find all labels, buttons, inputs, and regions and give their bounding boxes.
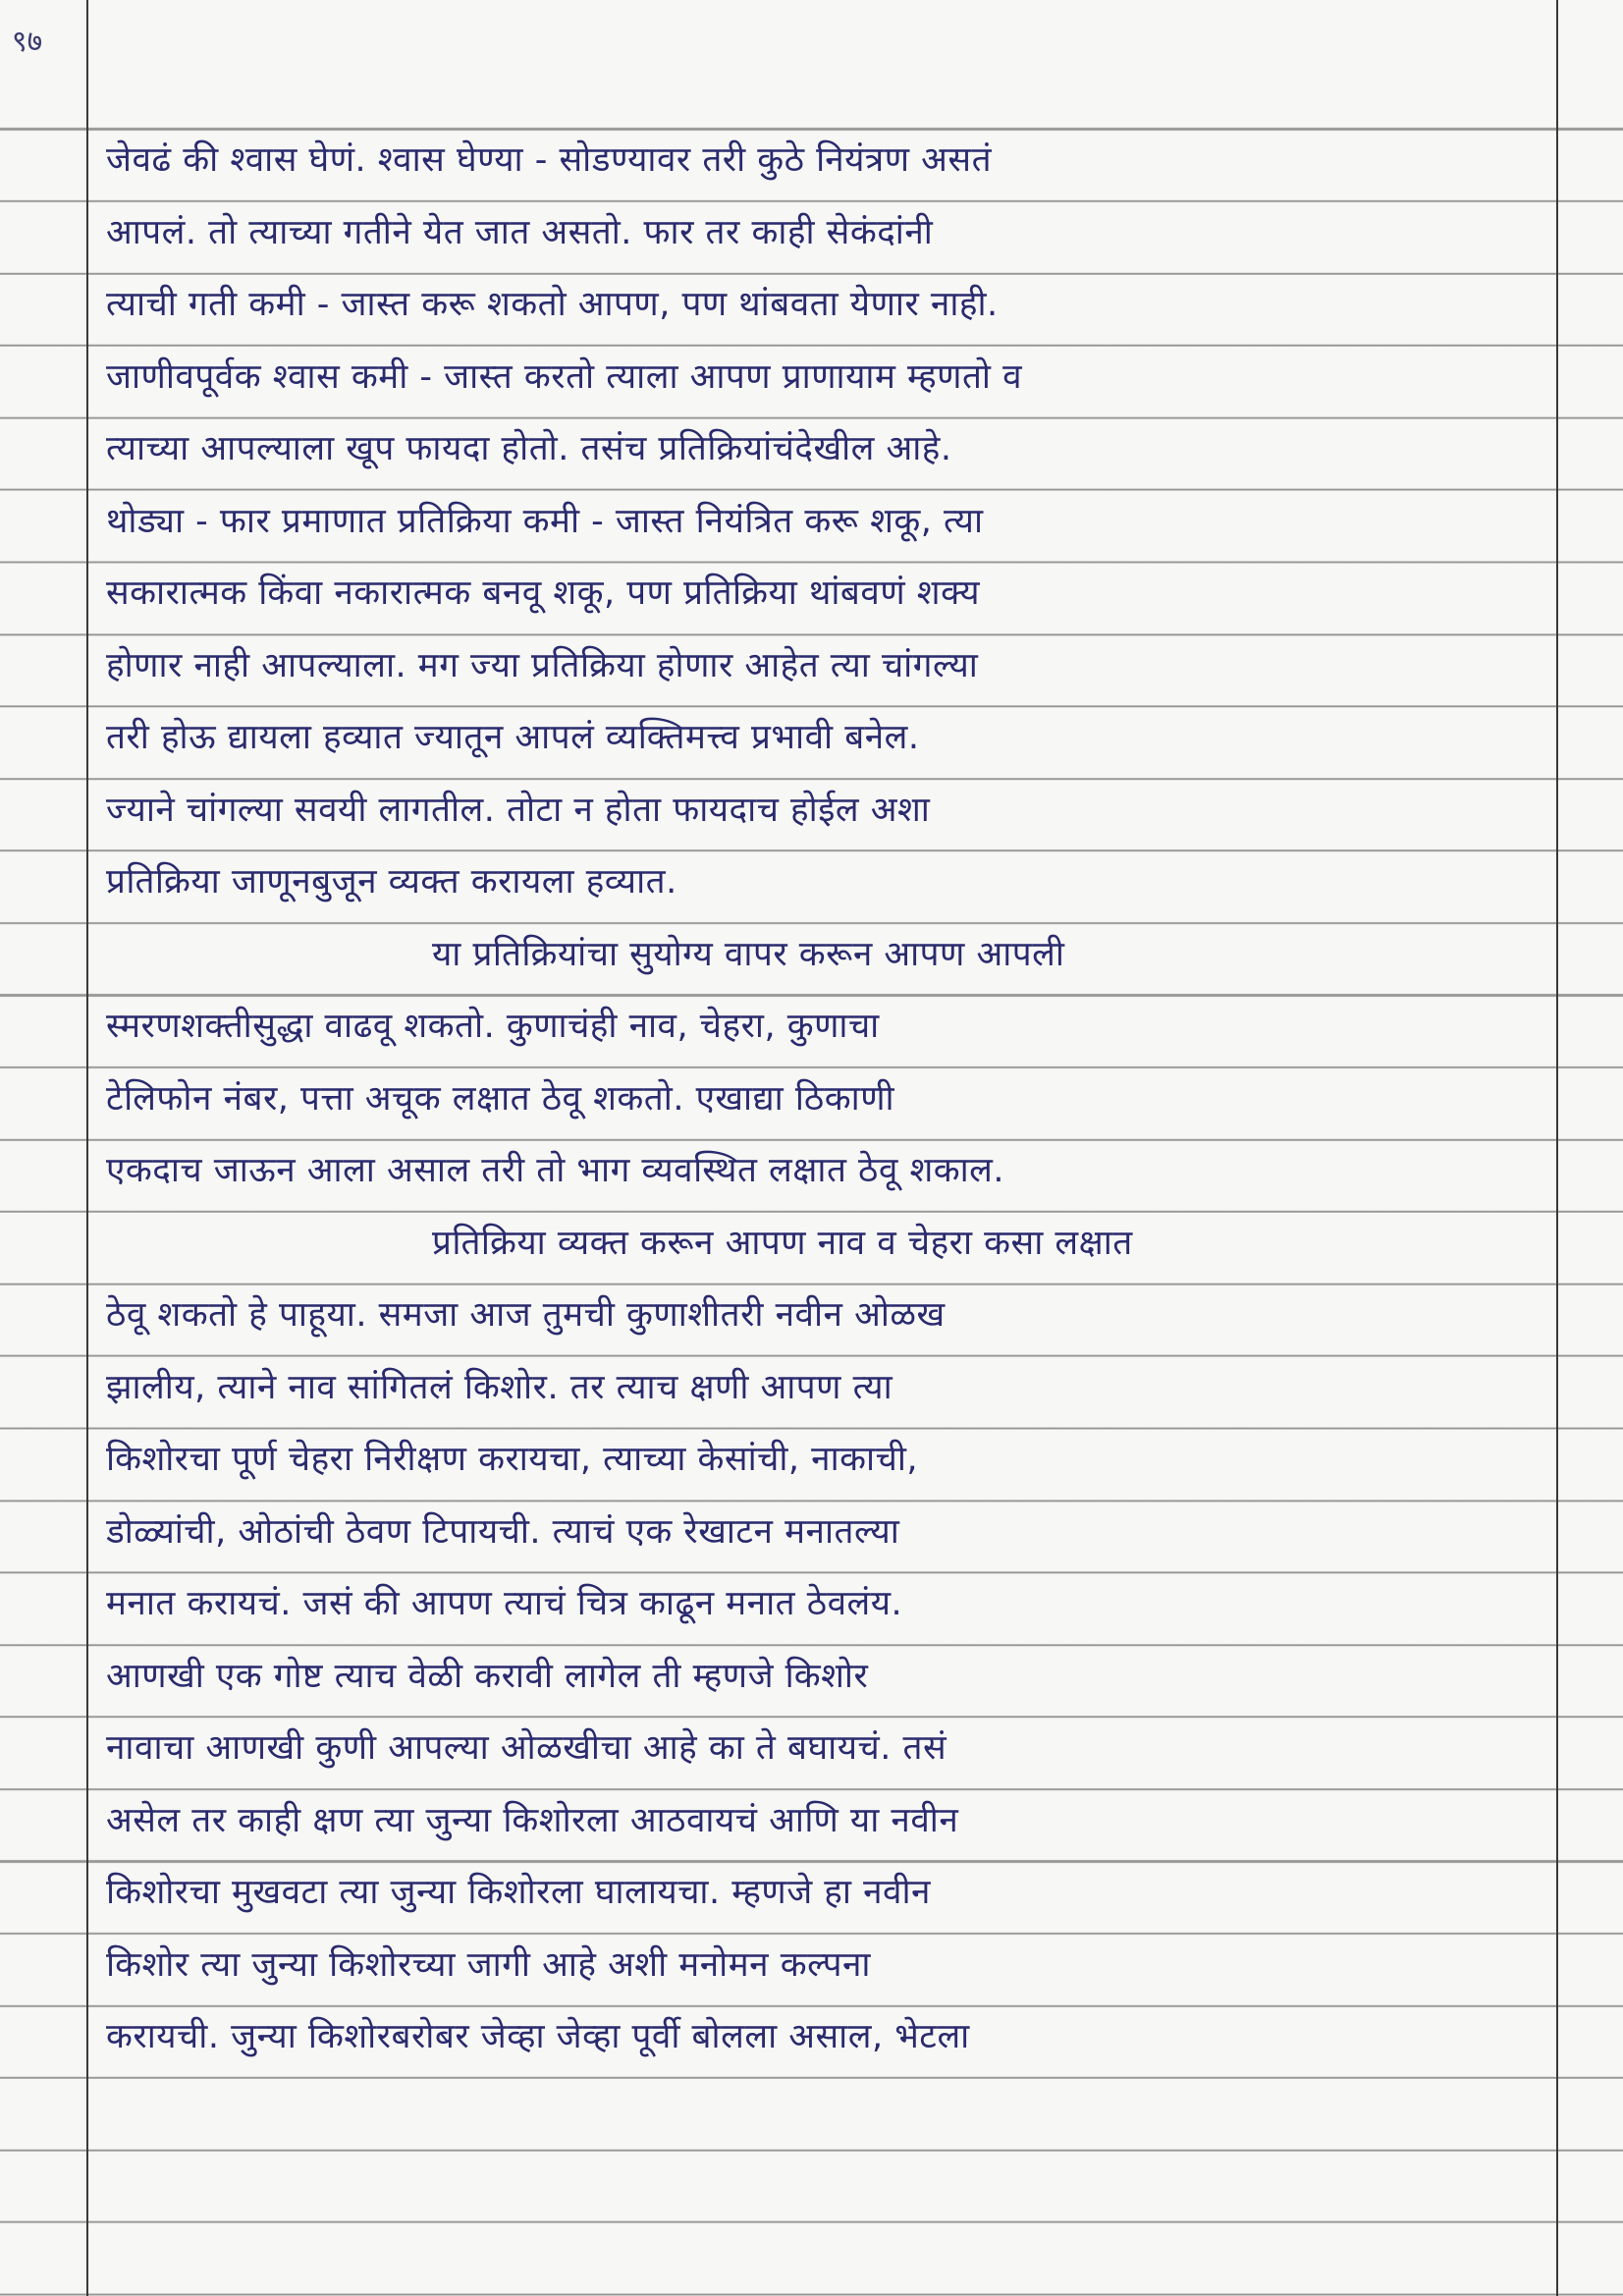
text-line: तरी होऊ द्यायला हव्यात ज्यातून आपलं व्यक्तिमत्त्व प्रभावी बनेल.: [106, 718, 920, 757]
text-line: टेलिफोन नंबर, पत्ता अचूक लक्षात ठेवू शकतो. एखाद्या ठिकाणी: [106, 1078, 895, 1119]
text-line: नावाचा आणखी कुणी आपल्या ओळखीचा आहे का ते बघायचं. तसं: [106, 1728, 947, 1768]
text-line: डोळ्यांची, ओठांची ठेवण टिपायची. त्याचं एक रेखाटन मनातल्या: [106, 1511, 900, 1552]
text-line: असेल तर काही क्षण त्या जुन्या किशोरला आठवायचं आणि या नवीन: [106, 1800, 959, 1840]
text-line: सकारात्मक किंवा नकारात्मक बनवू शकू, पण प्रतिक्रिया थांबवणं शक्य: [106, 574, 981, 613]
text-line: त्याच्या आपल्याला खूप फायदा होतो. तसंच प्रतिक्रियांचंदेखील आहे.: [106, 429, 952, 468]
text-line: त्याची गती कमी - जास्त करू शकतो आपण, पण थांबवता येणार नाही.: [106, 285, 999, 324]
text-line: थोड्या - फार प्रमाणात प्रतिक्रिया कमी - जास्त नियंत्रित करू शकू, त्या: [106, 501, 984, 541]
right-margin-line: [1556, 0, 1558, 2296]
text-line: करायची. जुन्या किशोरबरोबर जेव्हा जेव्हा पूर्वी बोलला असाल, भेटला: [106, 2017, 970, 2056]
text-line: जाणीवपूर्वक श्वास कमी - जास्त करतो त्याला आपण प्राणायाम म्हणतो व: [106, 356, 1023, 397]
text-line: ठेवू शकतो हे पाहूया. समजा आज तुमची कुणाशीतरी नवीन ओळख: [106, 1295, 946, 1335]
text-line: जेवढं की श्वास घेणं. श्वास घेण्या - सोडण्यावर तरी कुठे नियंत्रण असतं: [106, 140, 993, 180]
text-line: किशोरचा पूर्ण चेहरा निरीक्षण करायचा, त्याच्या केसांची, नाकाची,: [106, 1440, 919, 1479]
text-line: ज्याने चांगल्या सवयी लागतील. तोटा न होता फायदाच होईल अशा: [106, 790, 931, 830]
text-line: आणखी एक गोष्ट त्याच वेळी करावी लागेल ती म्हणजे किशोर: [106, 1656, 869, 1696]
text-line: प्रतिक्रिया व्यक्त करून आपण नाव व चेहरा कसा लक्षात: [432, 1223, 1133, 1263]
text-line: प्रतिक्रिया जाणूनबुजून व्यक्त करायला हव्यात.: [106, 862, 677, 902]
text-line: किशोर त्या जुन्या किशोरच्या जागी आहे अशी मनोमन कल्पना: [106, 1944, 871, 1985]
text-line: मनात करायचं. जसं की आपण त्याचं चित्र काढून मनात ठेवलंय.: [106, 1584, 903, 1623]
page-number: ९७: [12, 25, 43, 59]
text-line: स्मरणशक्तीसुद्धा वाढवू शकतो. कुणाचंही नाव, चेहरा, कुणाचा: [106, 1007, 880, 1046]
left-margin-line: [86, 0, 88, 2296]
text-line: या प्रतिक्रियांचा सुयोग्य वापर करून आपण आपली: [432, 934, 1065, 974]
text-line: आपलं. तो त्याच्या गतीने येत जात असतो. फार तर काही सेकंदांनी: [106, 212, 934, 252]
text-line: झालीय, त्याने नाव सांगितलं किशोर. तर त्याच क्षणी आपण त्या: [106, 1367, 893, 1407]
text-line: होणार नाही आपल्याला. मग ज्या प्रतिक्रिया होणार आहेत त्या चांगल्या: [106, 645, 979, 685]
text-line: एकदाच जाऊन आला असाल तरी तो भाग व्यवस्थित लक्षात ठेवू शकाल.: [106, 1151, 1005, 1190]
text-line: किशोरचा मुखवटा त्या जुन्या किशोरला घालायचा. म्हणजे हा नवीन: [106, 1873, 931, 1912]
